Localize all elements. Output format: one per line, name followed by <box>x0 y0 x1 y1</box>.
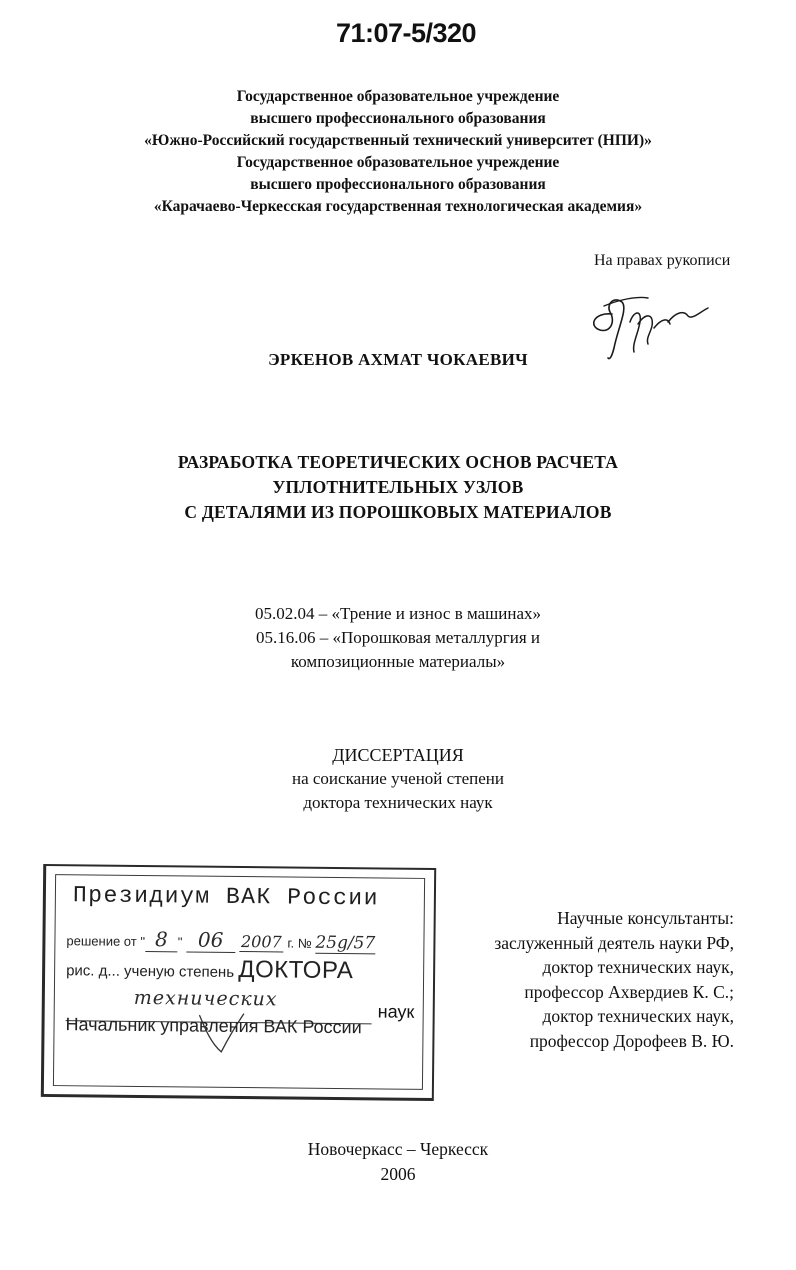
institution-line: высшего профессионального образования <box>250 176 546 193</box>
stamp-footer: Начальник управления ВАК России <box>65 1014 362 1038</box>
title-line: С ДЕТАЛЯМИ ИЗ ПОРОШКОВЫХ МАТЕРИАЛОВ <box>184 502 612 522</box>
scientific-consultants <box>494 906 734 1053</box>
stamp-field-handwritten: технических <box>133 986 278 1011</box>
consultant-line: профессор Ахвердиев К. С.; <box>524 981 734 1002</box>
stamp-decision-day: 8 <box>145 927 178 952</box>
stamp-nauk: наук <box>377 1001 415 1022</box>
stamp-degree-prefix: рис. д... ученую степень <box>66 962 235 981</box>
stamp-number-label: № <box>297 935 312 951</box>
stamp-degree-row <box>66 954 353 985</box>
footer-city: Новочеркасс – Черкесск <box>307 1139 489 1159</box>
footer-block <box>0 1137 796 1187</box>
author-name: ЭРКЕНОВ АХМАТ ЧОКАЕВИЧ <box>268 350 528 369</box>
stamp-field-row <box>134 987 278 1011</box>
institution-line: высшего профессионального образования <box>250 110 546 127</box>
stamp-decision-month: 06 <box>186 927 236 953</box>
institutions-block <box>0 86 796 218</box>
title-line: УПЛОТНИТЕЛЬНЫХ УЗЛОВ <box>272 477 524 497</box>
title-line: РАЗРАБОТКА ТЕОРЕТИЧЕСКИХ ОСНОВ РАСЧЕТА <box>177 452 619 472</box>
document-type-block <box>0 743 796 815</box>
footer-year: 2006 <box>380 1164 416 1184</box>
document-code: 71:07-5/320 <box>335 18 477 48</box>
institution-line: Государственное образовательное учреждение <box>236 88 560 105</box>
vak-stamp <box>41 864 437 1104</box>
stamp-degree: ДОКТОРА <box>238 955 354 985</box>
stamp-title: Президиум ВАК России <box>72 882 380 912</box>
institution-line: «Карачаево-Черкесская государственная технологическая академия» <box>153 198 643 215</box>
specialty-line: композиционные материалы» <box>290 652 506 671</box>
consultant-line: профессор Дорофеев В. Ю. <box>529 1030 734 1051</box>
degree-line: доктора технических наук <box>303 793 493 812</box>
institution-line: Государственное образовательное учреждение <box>236 154 560 171</box>
manuscript-rights-note: На правах рукописи <box>594 252 731 269</box>
specialties-block <box>0 602 796 674</box>
consultant-line: Научные консультанты: <box>557 908 734 928</box>
stamp-year-suffix: г. <box>287 935 295 951</box>
degree-line: на соискание ученой степени <box>291 769 505 788</box>
document-type-title: ДИССЕРТАЦИЯ <box>332 745 464 765</box>
dissertation-title <box>0 450 796 525</box>
institution-line: «Южно-Российский государственный технический университет (НПИ)» <box>144 132 652 149</box>
consultant-line: заслуженный деятель науки РФ, <box>494 932 734 953</box>
consultant-line: доктор технических наук, <box>542 957 734 977</box>
specialty-line: 05.02.04 – «Трение и износ в машинах» <box>254 604 542 623</box>
specialty-line: 05.16.06 – «Порошковая металлургия и <box>255 628 541 647</box>
stamp-decision-row: решение от " 8 " 06 2007 г. № 25g/57 <box>66 927 376 954</box>
stamp-decision-year: 2007 <box>239 932 284 952</box>
stamp-decision-label: решение от <box>66 933 137 949</box>
stamp-number-value: 25g/57 <box>315 932 376 954</box>
stamp-initials-mark <box>191 1010 252 1061</box>
consultant-line: доктор технических наук, <box>542 1006 734 1026</box>
